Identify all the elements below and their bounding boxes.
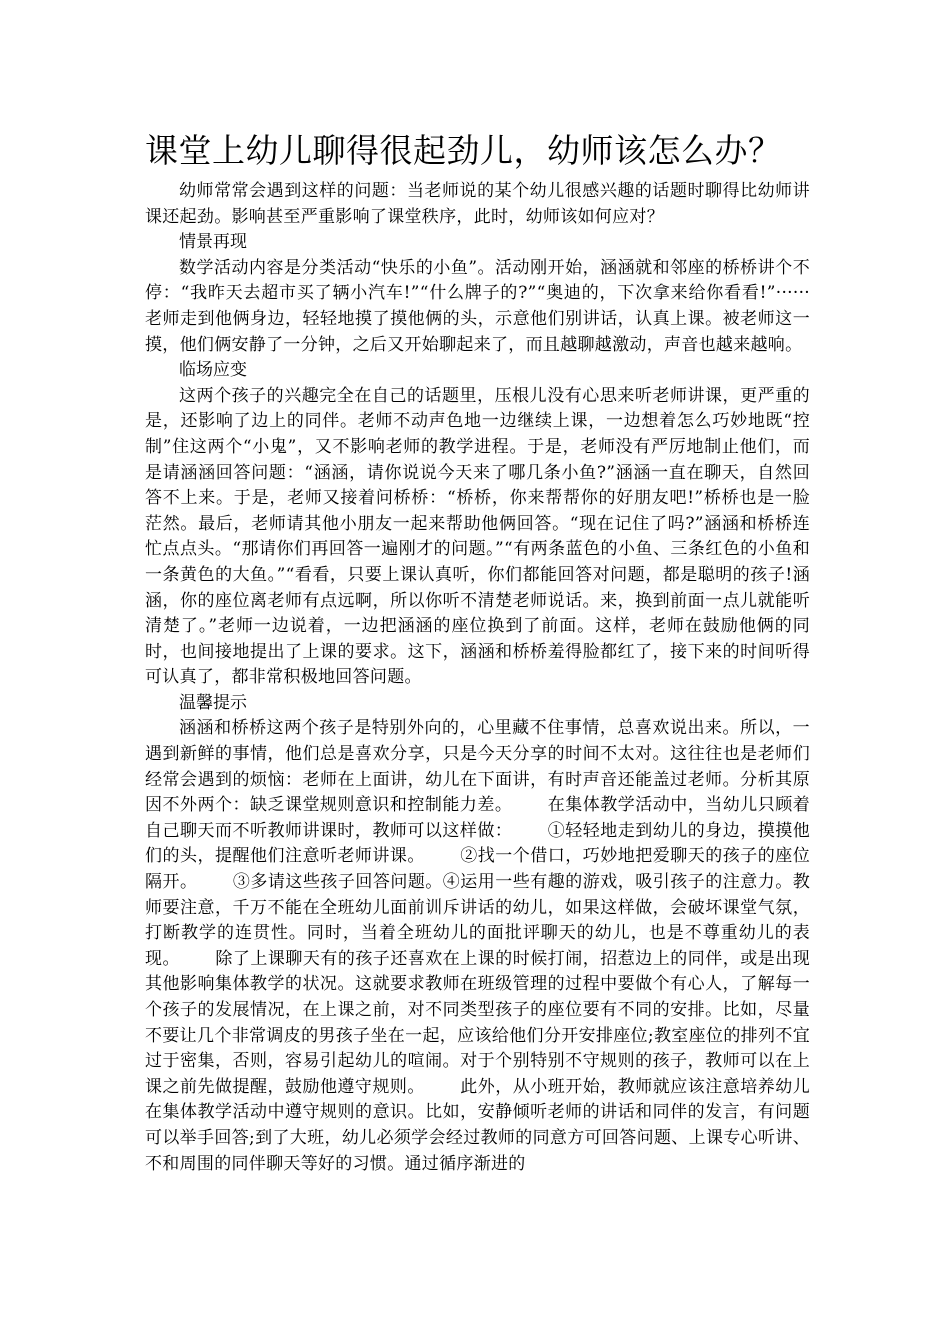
- section-body-tips: 涵涵和桥桥这两个孩子是特别外向的，心里藏不住事情，总喜欢说出来。所以，一遇到新鲜的事情，他们总是喜欢分享，只是今天分享的时间不太对。这往往也是老师们经常会遇到的烦恼：老师在上面讲，幼儿在下面讲，有时声音还能盖过老师。分析其原因不外两个：缺乏课堂规则意识和控制能力差。 在集体教学活动中，当幼儿只顾着自己聊天而不听教师讲课时，教师可以这样做： ①轻轻地走到幼儿的身边，摸摸他们的头，提醒他们注意听老师讲课。 ②找一个借口，巧妙地把爱聊天的孩子的座位隔开。 ③多请这些孩子回答问题。④运用一些有趣的游戏，吸引孩子的注意力。教师要注意，千万不能在全班幼儿面前训斥讲话的幼儿，如果这样做，会破坏课堂气氛，打断教学的连贯性。同时，当着全班幼儿的面批评聊天的幼儿，也是不尊重幼儿的表现。 除了上课聊天有的孩子还喜欢在上课的时候打闹，招惹边上的同伴，或是出现其他影响集体教学的状况。这就要求教师在班级管理的过程中要做个有心人，了解每一个孩子的发展情况，在上课之前，对不同类型孩子的座位要有不同的安排。比如，尽量不要让几个非常调皮的男孩子坐在一起，应该给他们分开安排座位;教室座位的排列不宜过于密集，否则，容易引起幼儿的喧闹。对于个别特别不守规则的孩子，教师可以在上课之前先做提醒，鼓励他遵守规则。 此外，从小班开始，教师就应该注意培养幼儿在集体教学活动中遵守规则的意识。比如，安静倾听老师的讲话和同伴的发言，有问题可以举手回答;到了大班，幼儿必须学会经过教师的同意方可回答问题、上课专心听讲、不和周围的同伴聊天等好的习惯。通过循序渐进的: [145, 718, 810, 1174]
- intro-paragraph: 幼师常常会遇到这样的问题：当老师说的某个幼儿很感兴趣的话题时聊得比幼师讲课还起劲。影响甚至严重影响了课堂秩序，此时，幼师该如何应对？: [145, 181, 810, 227]
- section-heading-response: 临场应变: [179, 360, 247, 381]
- section-body-scene: 数学活动内容是分类活动“快乐的小鱼”。活动刚开始，涵涵就和邻座的桥桥讲个不停：“我昨天去超市买了辆小汽车!”“什么牌子的?”“奥迪的，下次拿来给你看看!”······ 老师走到他俩身边，轻轻地摸了摸他俩的头，示意他们别讲话，认真上课。被老师这一摸，他们俩安静了一分钟，之后又开始聊起来了，而且越聊越激动，声音也越来越响。: [145, 257, 822, 355]
- section-body-response: 这两个孩子的兴趣完全在自己的话题里，压根儿没有心思来听老师讲课，更严重的是，还影响了边上的同伴。老师不动声色地一边继续上课，一边想着怎么巧妙地既“控制”住这两个“小鬼”，又不影响老师的教学进程。于是，老师没有严厉地制止他们，而是请涵涵回答问题：“涵涵，请你说说今天来了哪几条小鱼?”涵涵一直在聊天，自然回答不上来。于是，老师又接着问桥桥：“桥桥，你来帮帮你的好朋友吧!”桥桥也是一脸茫然。最后，老师请其他小朋友一起来帮助他俩回答。“现在记住了吗?”涵涵和桥桥连忙点点头。“那请你们再回答一遍刚才的问题。”“有两条蓝色的小鱼、三条红色的小鱼和一条黄色的大鱼。”“看看，只要上课认真听，你们都能回答对问题，都是聪明的孩子!涵涵，你的座位离老师有点远啊，所以你听不清楚老师说话。来，换到前面一点儿就能听清楚了。”老师一边说着，一边把涵涵的座位换到了前面。这样，老师在鼓励他俩的同时，也间接地提出了上课的要求。这下，涵涵和桥桥羞得脸都红了，接下来的时间听得可认真了，都非常积极地回答问题。: [145, 385, 810, 688]
- document-title: 课堂上幼儿聊得很起劲儿，幼师该怎么办？: [145, 131, 782, 170]
- section-heading-tips: 温馨提示: [179, 692, 247, 713]
- section-heading-scene: 情景再现: [179, 232, 247, 253]
- document-page: [145, 125, 822, 1177]
